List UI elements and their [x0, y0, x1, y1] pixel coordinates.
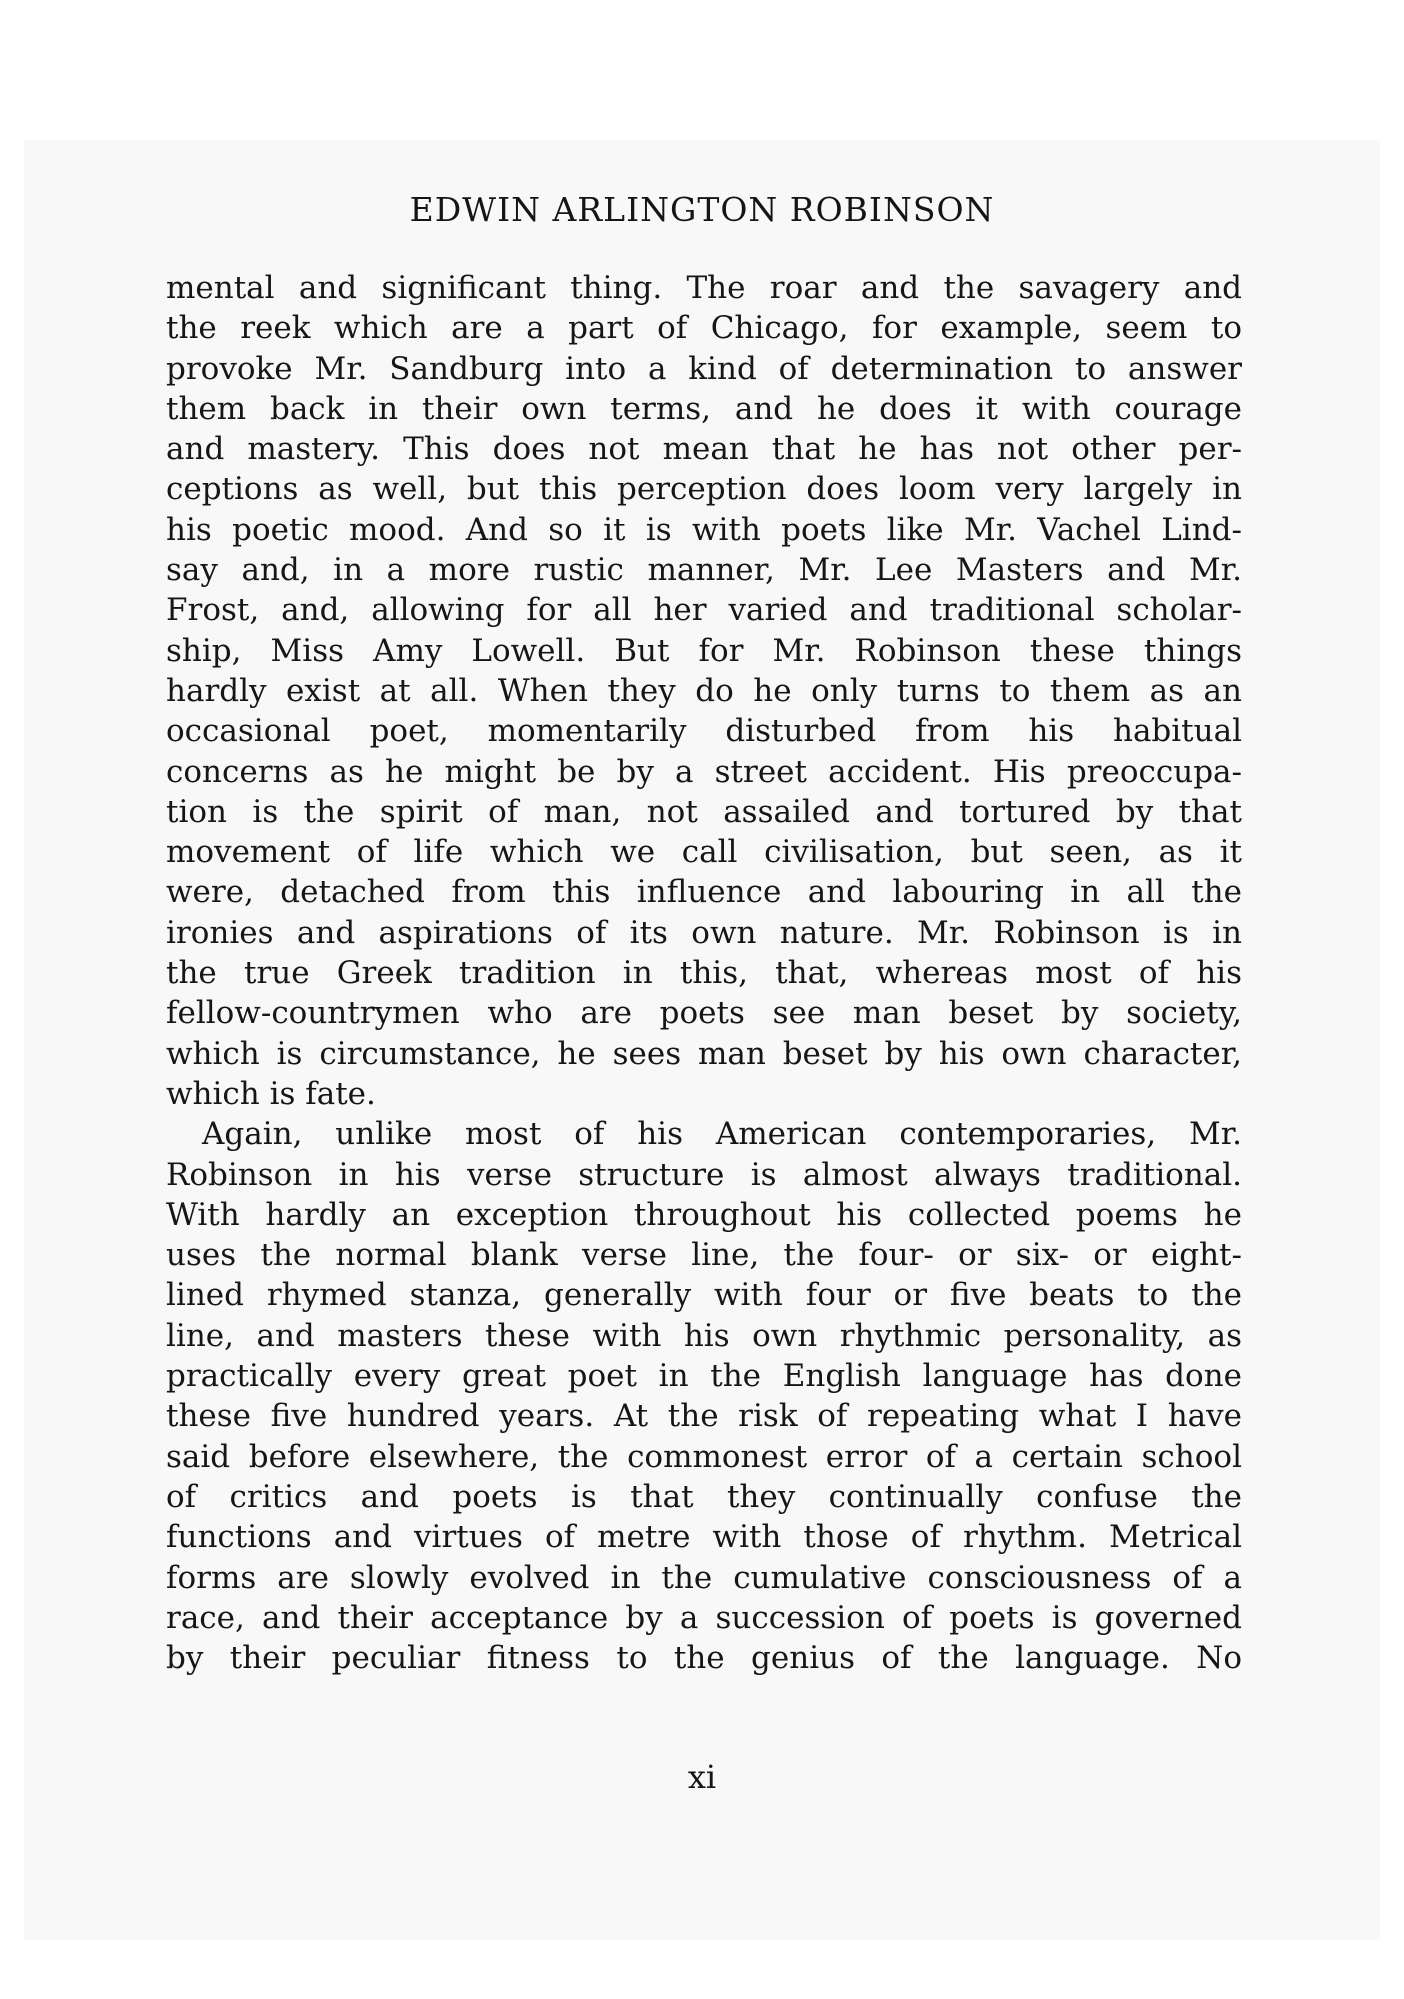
text-line: them back in their own terms, and he does it with courage	[166, 390, 1242, 427]
text-line: race, and their acceptance by a succession of poets is governed	[166, 1599, 1242, 1636]
text-line: the true Greek tradition in this, that, whereas most of his	[166, 955, 1242, 992]
text-line: tion is the spirit of man, not assailed and tortured by that	[166, 793, 1242, 830]
text-line: said before elsewhere, the commonest error of a certain school	[166, 1438, 1242, 1475]
text-line: the reek which are a part of Chicago, for example, seem to	[166, 310, 1242, 347]
paragraph-1	[166, 268, 1242, 1114]
text-line: lined rhymed stanza, generally with four or five beats to the	[166, 1277, 1242, 1314]
text-line: line, and masters these with his own rhythmic personality, as	[166, 1317, 1242, 1354]
text-line: concerns as he might be by a street accident. His preoccupa-	[166, 753, 1242, 790]
text-line: ceptions as well, but this perception does loom very largely in	[166, 471, 1242, 508]
body-text	[166, 268, 1242, 1678]
text-line: Frost, and, allowing for all her varied and traditional scholar-	[166, 592, 1242, 629]
text-line: ironies and aspirations of its own nature. Mr. Robinson is in	[166, 914, 1242, 951]
text-line: say and, in a more rustic manner, Mr. Lee Masters and Mr.	[166, 552, 1242, 589]
text-line: by their peculiar fitness to the genius of the language. No	[166, 1640, 1242, 1677]
text-line: ship, Miss Amy Lowell. But for Mr. Robinson these things	[166, 632, 1242, 669]
running-head: EDWIN ARLINGTON ROBINSON	[409, 190, 995, 229]
text-line: Again, unlike most of his American contemporaries, Mr.	[202, 1116, 1242, 1153]
text-line: movement of life which we call civilisation, but seen, as it	[166, 834, 1242, 871]
text-line: were, detached from this influence and labouring in all the	[166, 874, 1242, 911]
text-line: forms are slowly evolved in the cumulative consciousness of a	[166, 1559, 1242, 1596]
page-number: xi	[687, 1758, 717, 1796]
text-line: hardly exist at all. When they do he only turns to them as an	[166, 672, 1242, 709]
text-line: which is circumstance, he sees man beset by his own character,	[166, 1035, 1242, 1072]
text-line: occasional poet, momentarily disturbed from his habitual	[166, 713, 1242, 750]
text-line: these five hundred years. At the risk of repeating what I have	[166, 1398, 1242, 1435]
text-line: Robinson in his verse structure is almost always traditional.	[166, 1156, 1242, 1193]
text-line: fellow-countrymen who are poets see man beset by society,	[166, 995, 1242, 1032]
text-line: practically every great poet in the English language has done	[166, 1358, 1242, 1395]
text-line: which is fate.	[166, 1075, 376, 1112]
text-line: his poetic mood. And so it is with poets like Mr. Vachel Lind-	[166, 511, 1242, 548]
paragraph-2	[166, 1114, 1242, 1678]
text-line: of critics and poets is that they continually confuse the	[166, 1478, 1242, 1515]
text-line: mental and significant thing. The roar and the savagery and	[166, 270, 1242, 306]
text-line: uses the normal blank verse line, the four- or six- or eight-	[166, 1237, 1242, 1274]
text-line: provoke Mr. Sandburg into a kind of determination to answer	[166, 350, 1242, 387]
text-line: With hardly an exception throughout his collected poems he	[166, 1196, 1242, 1233]
text-line: functions and virtues of metre with those of rhythm. Metrical	[166, 1519, 1242, 1556]
text-line: and mastery. This does not mean that he has not other per-	[166, 431, 1242, 468]
